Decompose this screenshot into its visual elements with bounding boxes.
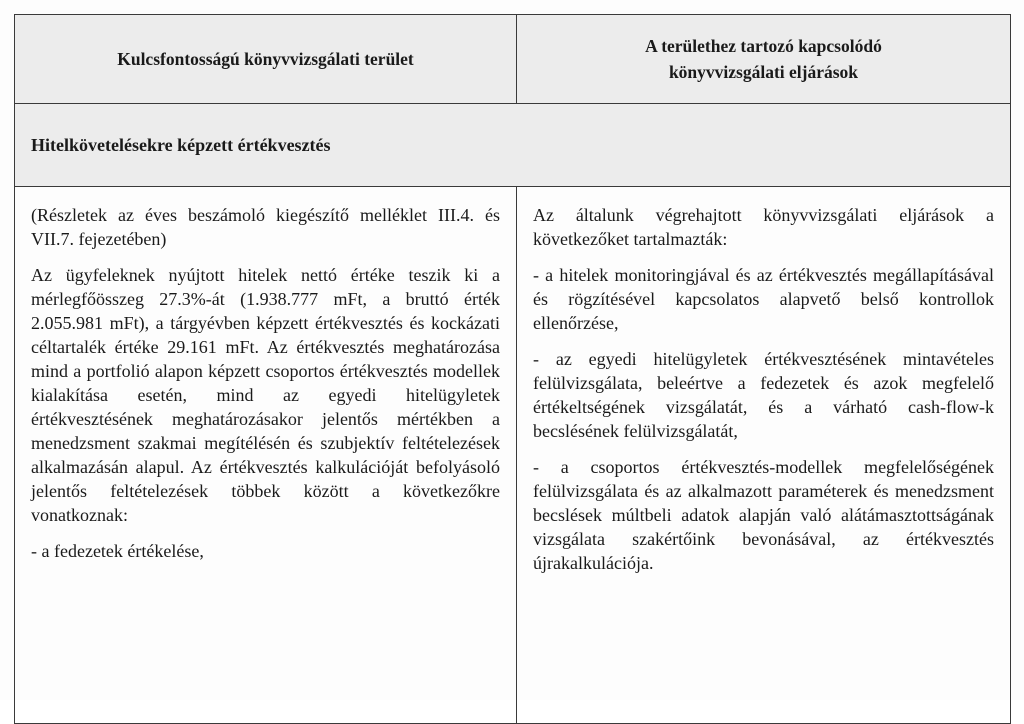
header-related-procedures-line2: könyvvizsgálati eljárások: [668, 62, 859, 82]
left-content-cell: [15, 187, 517, 724]
key-audit-matters-table: [14, 14, 1011, 724]
right-paragraph-bullet-collective: - a csoportos értékvesztés-modellek megfelelőségének felülvizsgálata és az alkalmazott paraméterek és menedzsment becslések múltbeli adatok alapján való alátámasztottságának vizsgálata szakértőink bevonásával, az értékvesztés újrakalkulációja.: [533, 457, 994, 573]
left-paragraph-description: Az ügyfeleknek nyújtott hitelek nettó értéke teszik ki a mérlegfőösszeg 27.3%-át (1.938.777 mFt, a bruttó érték 2.055.981 mFt), a tárgyévben képzett értékvesztés és kockázati céltartalék értéke 29.161 mFt. Az értékvesztés meghatározása mind a portfolió alapon képzett csoportos értékvesztés modellek kialakítása esetén, mind az egyedi hitelügyletek értékvesztésének meghatározásakor jelentős mértékben a menedzsment szakmai megítélésén és szubjektív feltételezések alkalmazásán alapul. Az értékvesztés kalkulációját befolyásoló jelentős feltételezések többek között a következőkre vonatkoznak:: [31, 265, 500, 525]
section-title: Hitelkövetelésekre képzett értékvesztés: [31, 134, 331, 155]
right-content-cell: [517, 187, 1011, 724]
body-row: [15, 187, 1011, 724]
table-header-row: [15, 15, 1011, 104]
right-paragraph-bullet-controls: - a hitelek monitoringjával és az értékvesztés megállapításával és rögzítésével kapcsolatos alapvető belső kontrollok ellenőrzése,: [533, 265, 994, 333]
left-paragraph-bullet-collateral: - a fedezetek értékelése,: [31, 541, 204, 561]
right-paragraph-bullet-individual: - az egyedi hitelügyletek értékvesztésének mintavételes felülvizsgálata, beleértve a fedezetek és azok megfelelő értékeltségének vizsgálatát, és a várható cash-flow-k becslésének felülvizsgálatát,: [533, 349, 994, 441]
left-paragraph-reference: (Részletek az éves beszámoló kiegészítő melléklet III.4. és VII.7. fejezetében): [31, 205, 500, 249]
header-key-audit-area: [15, 15, 517, 104]
section-title-cell: [15, 104, 1011, 187]
header-key-audit-area-text: Kulcsfontosságú könyvvizsgálati terület: [117, 49, 414, 69]
header-related-procedures: [517, 15, 1011, 104]
section-row: [15, 104, 1011, 187]
header-related-procedures-line1: A területhez tartozó kapcsolódó: [645, 36, 882, 56]
right-paragraph-intro: Az általunk végrehajtott könyvvizsgálati eljárások a következőket tartalmazták:: [533, 205, 994, 249]
